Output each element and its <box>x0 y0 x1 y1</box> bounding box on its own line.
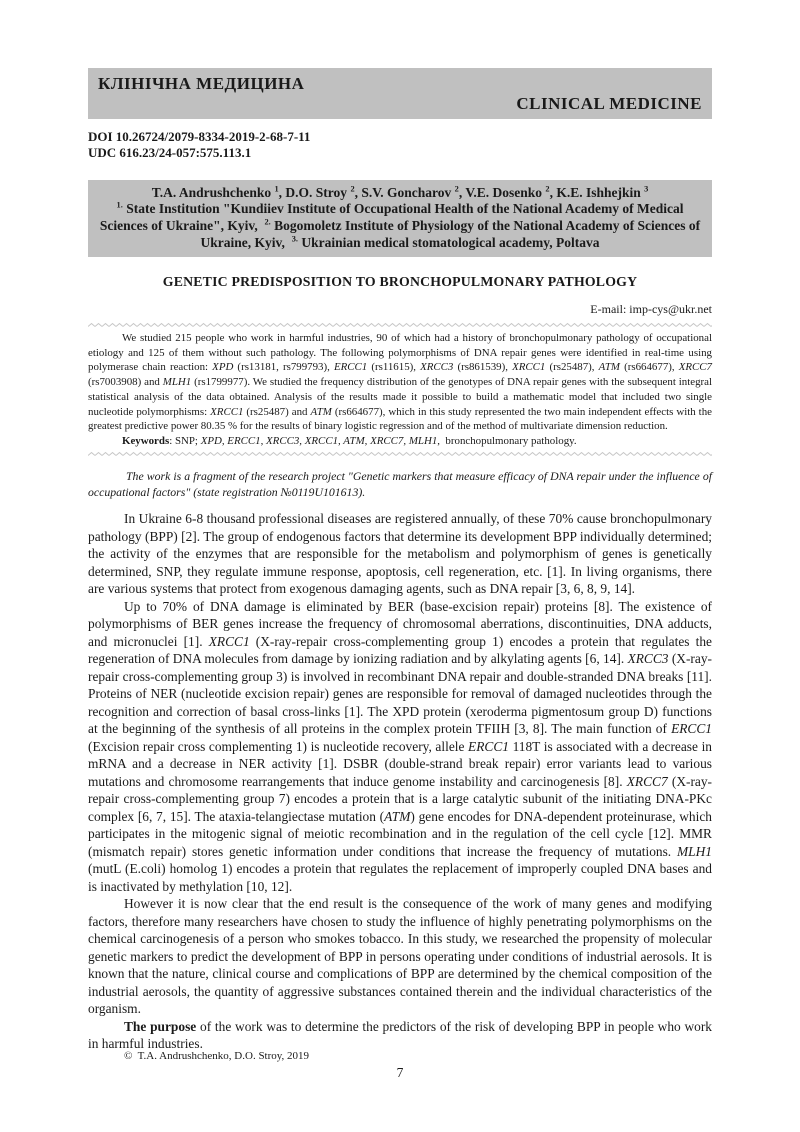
authors-block <box>88 180 712 258</box>
copyright-line: © T.A. Andrushchenko, D.O. Stroy, 2019 <box>124 1050 310 1062</box>
paragraph-intro: In Ukraine 6-8 thousand professional diseases are registered annually, of these 70% cause bronchopulmonary pathology (BPP) [2]. The group of endogenous factors that determine its development BPP individually determined; the activity of the enzymes that are responsible for the metabolism and polymorphism of genes is genetically determined, SNP, they regulate immune response, apoptosis, cell regeneration, etc. [1]. In living organisms, there are various systems that protect from exogenous damaging agents, such as DNA repair [3, 6, 8, 9, 14]. <box>88 511 712 597</box>
doi-line: DOI 10.26724/2079-8334-2019-2-68-7-11 <box>88 129 311 144</box>
udc-line: UDC 616.23/24-057:575.113.1 <box>88 145 252 161</box>
page-number: 7 <box>396 1065 404 1080</box>
abstract-text: We studied 215 people who work in harmful industries, 90 of which had a history of bronchopulmonary pathology of occupational etiology and 125 of them without such pathology. The following polymorphisms of DNA repair genes were identified in real-time using polymerase chain reaction: XPD (rs13181, rs799793), ERCC1 (rs11615), XRCC3 (rs861539), XRCC1 (rs25487), ATM (rs664677), XRCC7 (rs7003908) and MLH1 (rs1799977). We studied the frequency distribution of the genotypes of DNA repair genes with the subsequent integral statistical analysis of the data obtained. Analysis of the results made it possible to build a mathematic model that included two single nucleotide polymorphisms: XRCC1 (rs25487) and ATM (rs664677), which in this study represented the two main independent effects with the greatest predictive power 80.35 % for the results of binary logistic regression and of the method of multivariate dimension reduction. <box>88 332 713 433</box>
paragraph-modifying-factors: However it is now clear that the end result is the consequence of the work of many genes and modifying factors, therefore many researchers have chosen to study the influence of highly penetrating polymorphisms on the chemical carcinogenesis of a person who smokes tobacco. In this study, we researched the propensity of molecular genetic markers to predict the development of BPP in persons operating under conditions of industrial aerosols. It is known that the nature, clinical course and complications of BPP are determined by the chemical composition of the industrial aerosols, the quantity of aggressive substances contained therein and the individual characteristics of the organism. <box>88 896 712 1017</box>
abstract-block <box>88 331 712 449</box>
page-footer <box>88 1050 712 1081</box>
research-project-note: The work is a fragment of the research project "Genetic markers that measure efficacy of DNA repair under the influence of occupational factors" (state registration №0119U101613). <box>88 468 712 499</box>
doi-udc-block <box>88 129 712 162</box>
article-title: GENETIC PREDISPOSITION TO BRONCHOPULMONARY PATHOLOGY <box>162 274 638 289</box>
paragraph-purpose: The purpose of the work was to determine the predictors of the risk of developing BPP in people who work in harmful industries. <box>88 1018 712 1052</box>
affiliations-line: $^{1.}$ State Institution "Kundiiev Institute of Occupational Health of the National Academy of Medical Sciences of Ukraine", Kyiv, $^{2.}$ Bogomoletz Institute of Physiology of the National Academy of Sciences of Ukraine, Kyiv, $^{3.}$ Ukrainian medical stomatological academy, Poltava <box>99 200 701 251</box>
keywords-line: Keywords: SNP; XPD, ERCC1, XRCC3, XRCC1, ATM, XRCC7, MLH1, bronchopulmonary pathology. <box>122 434 577 447</box>
section-title-en: CLINICAL MEDICINE <box>516 94 702 113</box>
paragraph-dna-repair: Up to 70% of DNA damage is eliminated by BER (base-excision repair) proteins [8]. The existence of polymorphisms of BER genes increase the frequency of chromosomal aberrations, discontinuities, DNA adducts, and micronuclei [1]. XRCC1 (X-ray-repair cross-complementing group 1) encodes a protein that regulates the regeneration of DNA molecules from damage by ionizing radiation and by alkylating agents [6, 14]. XRCC3 (X-ray-repair cross-complementing group 3) is involved in recombinant DNA repair and double-stranded DNA breaks [11]. Proteins of NER (nucleotide excision repair) genes are responsible for removal of damaged nucleotides through the recognition and correction of basal cross-links [1]. The XPD protein (xeroderma pigmentosum group D) functions at the beginning of the synthesis of all proteins in the complex protein TFIIH [3, 8]. The main function of ERCC1 (Excision repair cross complementing 1) is nucleotide recovery, allele ERCC1 118T is associated with a decrease in mRNA and a decrease in NER activity [1]. DSBR (double-strand break repair) error variants lead to various mutations and chromosome rearrangements that induce genome instability and carcinogenesis [8]. XRCC7 (X-ray-repair cross-complementing group 7) encodes a protein that is a large catalytic subunit of the initiating DNA-PKc complex [6, 7, 15]. The ataxia-telangiectase mutation (ATM) gene encodes for DNA-dependent proteinurase, which participates in the mitogenic signal of meiotic recombination and in the regulation of the cell cycle [12]. MMR (mismatch repair) stores genetic information under conditions that increase the frequency of mutations. MLH1 (mutL (E.coli) homolog 1) encodes a protein that regulates the replacement of improperly coupled DNA bases and is inactivated by methylation [10, 12]. <box>88 598 713 894</box>
email-line: E-mail: imp-cys@ukr.net <box>590 302 712 316</box>
authors-line: T.A. Andrushchenko $^1$, D.O. Stroy $^2$, S.V. Goncharov $^2$, V.E. Dosenko $^2$, K.E. Ishhejkin $^3$ <box>151 184 649 200</box>
section-banner <box>88 68 712 119</box>
zigzag-separator-top <box>88 322 712 328</box>
section-title-uk: КЛІНІЧНА МЕДИЦИНА <box>98 74 305 93</box>
zigzag-separator-bottom <box>88 451 712 457</box>
article-body <box>88 510 712 1053</box>
